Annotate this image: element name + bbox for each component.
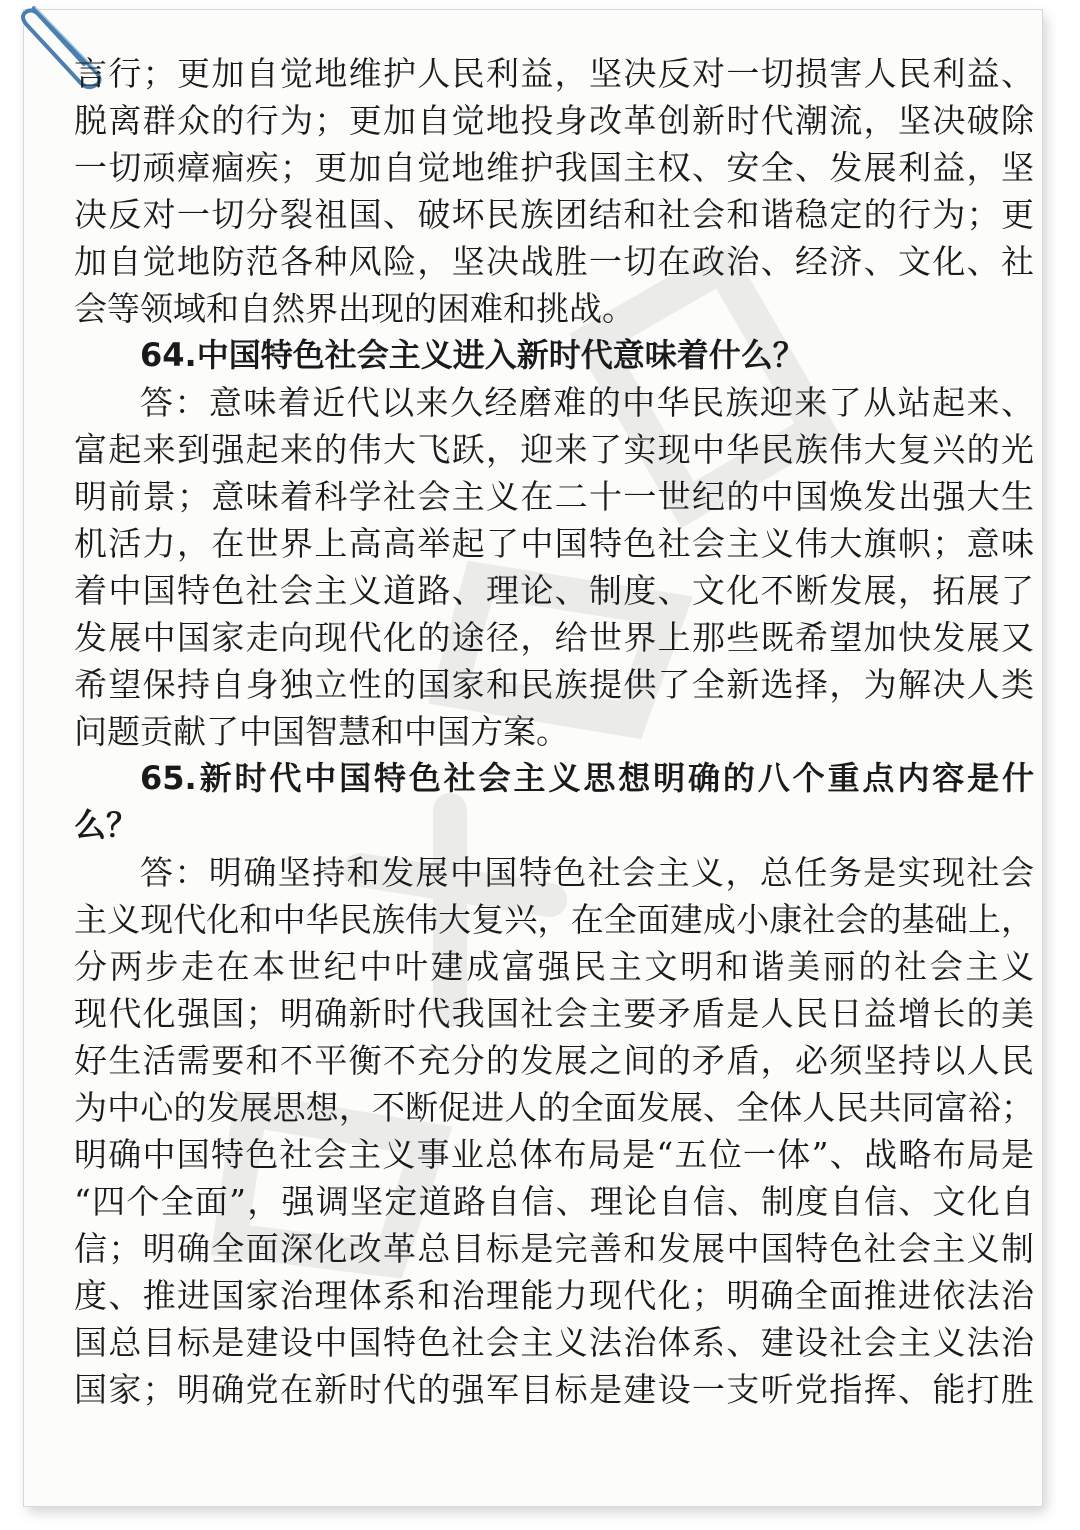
text-line: 度、推进国家治理体系和治理能力现代化；明确全面推进依法治 [74, 1276, 1034, 1315]
text-line: 着中国特色社会主义道路、理论、制度、文化不断发展，拓展了 [74, 571, 1034, 610]
question-heading: 65.新时代中国特色社会主义思想明确的八个重点内容是什 [140, 759, 1034, 797]
text-line: 会等领域和自然界出现的困难和挑战。 [74, 289, 635, 328]
text-line: 明确中国特色社会主义事业总体布局是“五位一体”、战略布局是 [74, 1135, 1034, 1174]
answer-line: 答：意味着近代以来久经磨难的中华民族迎来了从站起来、 [140, 383, 1034, 422]
text-line: 主义现代化和中华民族伟大复兴，在全面建成小康社会的基础上， [74, 900, 1034, 939]
text-line: 国家；明确党在新时代的强军目标是建设一支听党指挥、能打胜 [74, 1370, 1034, 1409]
text-line: 信；明确全面深化改革总目标是完善和发展中国特色社会主义制 [74, 1229, 1034, 1268]
text-line: “四个全面”，强调坚定道路自信、理论自信、制度自信、文化自 [74, 1182, 1034, 1221]
text-line: 机活力，在世界上高高举起了中国特色社会主义伟大旗帜；意味 [74, 524, 1034, 563]
text-line: 加自觉地防范各种风险，坚决战胜一切在政治、经济、文化、社 [74, 242, 1034, 281]
text-line: 富起来到强起来的伟大飞跃，迎来了实现中华民族伟大复兴的光 [74, 430, 1034, 469]
question-heading-cont: 么？ [74, 806, 139, 844]
document-body [74, 50, 1034, 1413]
text-line: 为中心的发展思想，不断促进人的全面发展、全体人民共同富裕； [74, 1088, 1034, 1127]
text-line: 问题贡献了中国智慧和中国方案。 [74, 712, 569, 751]
text-line: 发展中国家走向现代化的途径，给世界上那些既希望加快发展又 [74, 618, 1034, 657]
text-line: 脱离群众的行为；更加自觉地投身改革创新时代潮流，坚决破除 [74, 101, 1034, 140]
text-line: 分两步走在本世纪中叶建成富强民主文明和谐美丽的社会主义 [74, 947, 1034, 986]
text-line: 希望保持自身独立性的国家和民族提供了全新选择，为解决人类 [74, 665, 1034, 704]
text-line: 明前景；意味着科学社会主义在二十一世纪的中国焕发出强大生 [74, 477, 1034, 516]
text-line: 言行；更加自觉地维护人民利益，坚决反对一切损害人民利益、 [74, 54, 1034, 93]
text-line: 一切顽瘴痼疾；更加自觉地维护我国主权、安全、发展利益，坚 [74, 148, 1034, 187]
text-line: 好生活需要和不平衡不充分的发展之间的矛盾，必须坚持以人民 [74, 1041, 1034, 1080]
question-heading: 64.中国特色社会主义进入新时代意味着什么？ [140, 336, 805, 374]
text-line: 现代化强国；明确新时代我国社会主要矛盾是人民日益增长的美 [74, 994, 1034, 1033]
text-line: 国总目标是建设中国特色社会主义法治体系、建设社会主义法治 [74, 1323, 1034, 1362]
answer-line: 答：明确坚持和发展中国特色社会主义，总任务是实现社会 [140, 853, 1034, 892]
text-line: 决反对一切分裂祖国、破坏民族团结和社会和谐稳定的行为；更 [74, 195, 1034, 234]
